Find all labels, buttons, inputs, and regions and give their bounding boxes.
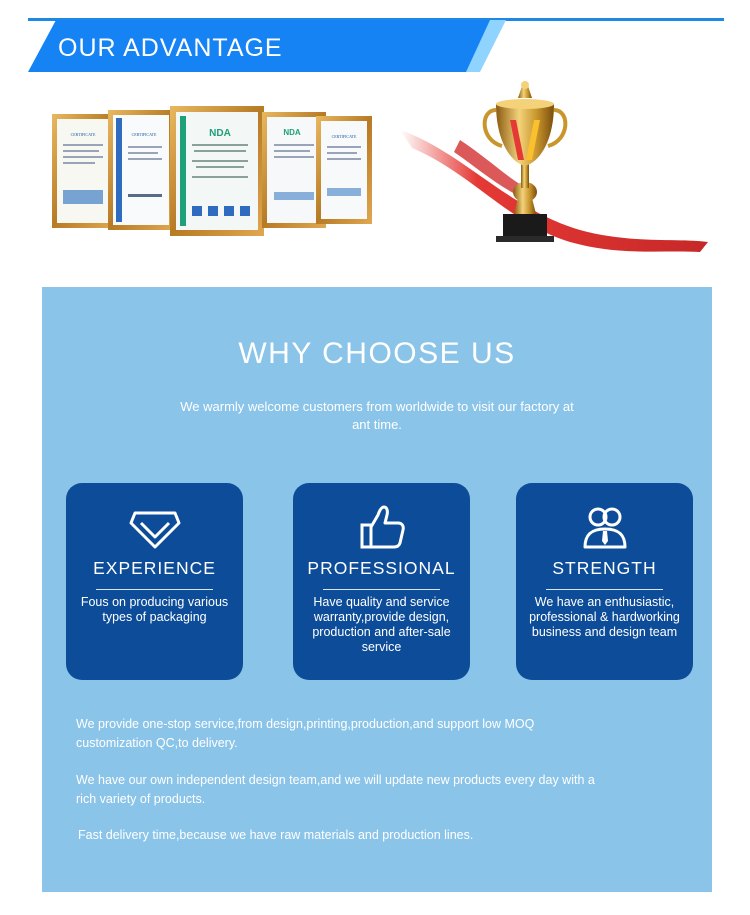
card-divider	[96, 589, 213, 590]
thumbs-up-icon	[293, 503, 470, 551]
paragraph-one-stop-service: We provide one-stop service,from design,printing,production,and support low MOQ customization QC,to delivery.	[76, 717, 535, 750]
card-title: EXPERIENCE	[93, 558, 216, 578]
card-divider	[546, 589, 663, 590]
certificate-2	[108, 110, 174, 230]
card-experience	[66, 483, 243, 680]
paragraph-fast-delivery: Fast delivery time,because we have raw materials and production lines.	[78, 828, 474, 842]
card-text: Fous on producing various types of packaging	[80, 595, 229, 624]
certificates-trophy-image	[40, 80, 720, 270]
card-text: Have quality and service warranty,provide design, production and after-sale service	[312, 595, 451, 654]
certificate-1	[52, 114, 114, 228]
certificate-1-label: CERTIFICATE	[70, 132, 96, 137]
section-subtitle: We warmly welcome customers from worldwide to visit our factory at ant time.	[180, 399, 574, 432]
diamond-icon	[66, 503, 243, 551]
certificate-4-logo: NDA	[283, 128, 301, 137]
team-icon	[516, 503, 693, 551]
certificate-2-label: CERTIFICATE	[131, 132, 157, 137]
certificate-3-logo: NDA	[209, 128, 231, 139]
red-ribbon	[400, 130, 708, 252]
certificate-5	[316, 116, 372, 224]
certificate-5-label: CERTIFICATE	[331, 134, 357, 139]
certificate-3	[170, 106, 264, 236]
card-divider	[323, 589, 440, 590]
header-title: OUR ADVANTAGE	[58, 34, 283, 62]
trophy	[485, 81, 566, 242]
paragraph-design-team: We have our own independent design team,and we will update new products every day with a rich variety of products.	[76, 773, 595, 806]
card-strength	[516, 483, 693, 680]
card-text: We have an enthusiastic, professional & hardworking business and design team	[529, 595, 680, 639]
card-title: PROFESSIONAL	[307, 558, 456, 578]
card-title: STRENGTH	[552, 558, 657, 578]
why-choose-us-section	[42, 287, 712, 892]
section-title: WHY CHOOSE US	[238, 337, 516, 370]
card-professional	[293, 483, 470, 680]
